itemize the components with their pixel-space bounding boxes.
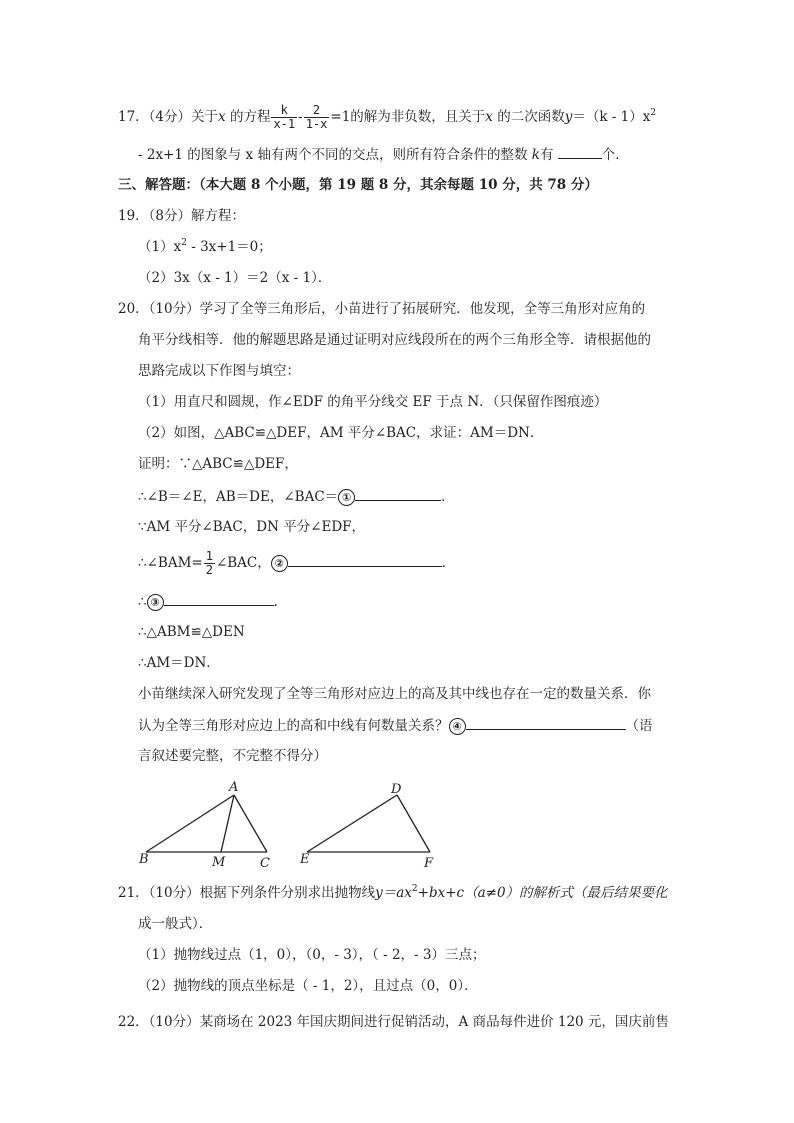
q21-part2: （2）抛物线的顶点坐标是（ - 1，2），且过点（0，0）． <box>138 978 478 994</box>
q19-part2: （2）3x（x - 1）＝2（x - 1）． <box>138 270 332 286</box>
q20-extension-text: 认为全等三角形对应边上的高和中线有何数量关系？ <box>138 718 449 734</box>
q17-answer-blank[interactable] <box>558 144 602 159</box>
q21-text: 21．（10分）根据下列条件分别求出抛物线 <box>118 885 376 901</box>
q20-proof-text: ∴∠B＝∠E，AB＝DE，∠BAC＝ <box>138 489 339 505</box>
q21-formula: y＝ax <box>375 885 412 901</box>
q17-lead: 17．（4分）关于 <box>118 109 219 125</box>
q17-text: 有 <box>539 147 554 163</box>
q19-heading: 19．（8分）解方程： <box>118 208 246 224</box>
fraction-denominator: 1-x <box>305 117 328 131</box>
q20-proof-2 <box>138 486 455 507</box>
blank-3[interactable] <box>164 591 274 606</box>
q17-text: 的二次函数 <box>492 109 565 125</box>
segment-ac <box>234 795 267 852</box>
q19-exponent: 2 <box>181 238 187 248</box>
circled-number-3: ③ <box>147 594 164 611</box>
circled-number-1: ① <box>338 489 355 506</box>
q20-proof-5 <box>138 591 287 612</box>
q20-extension-2 <box>138 715 653 736</box>
triangle-def <box>299 782 434 870</box>
q17-text: 的方程 <box>225 109 271 125</box>
q20-proof-text: ∴ <box>138 594 147 610</box>
q20-proof-4 <box>138 550 455 577</box>
label-a: A <box>229 780 239 795</box>
fraction-numerator: k <box>271 104 297 118</box>
q17-minus: - <box>298 109 303 125</box>
q20-proof-6: ∴△ABM≌△DEN <box>138 624 245 640</box>
q17-var-k: k <box>531 147 540 163</box>
q20-line3: 思路完成以下作图与填空： <box>138 363 300 379</box>
label-d: D <box>391 782 402 797</box>
label-c: C <box>260 856 270 870</box>
q17-fraction-2 <box>304 104 330 131</box>
q20-part2: （2）如图，△ABC≌△DEF，AM 平分∠BAC，求证：AM＝DN． <box>138 425 544 441</box>
fraction-denominator: x-1 <box>273 117 296 131</box>
blank-2[interactable] <box>288 552 442 567</box>
q21-part1: （1）抛物线过点（1，0），（0，- 3），（ - 2，- 3）三点； <box>138 947 486 963</box>
label-m: M <box>212 855 226 870</box>
segment-de <box>307 795 397 852</box>
period: ． <box>441 555 456 571</box>
fraction-numerator: 2 <box>304 104 330 118</box>
blank-4[interactable] <box>466 715 626 730</box>
blank-1[interactable] <box>355 486 441 501</box>
q19-part1-text: （1）x <box>138 239 182 255</box>
fraction-denominator: 2 <box>205 563 213 577</box>
q17-function: ＝（k - 1）x <box>572 109 651 125</box>
label-b: B <box>139 852 149 867</box>
q17-fraction-1 <box>271 104 297 131</box>
q17-text: - 2x+1 的图象与 x 轴有两个不同的交点，则所有符合条件的整数 <box>138 147 528 163</box>
q20-part1: （1）用直尺和圆规，作∠EDF 的角平分线交 EF 于点 N．（只保留作图痕迹） <box>138 394 608 410</box>
q17-var-x: x <box>485 109 493 125</box>
period: ． <box>441 489 455 505</box>
q20-proof-3: ∵AM 平分∠BAC，DN 平分∠EDF， <box>138 519 366 535</box>
triangle-abc <box>138 780 270 870</box>
circled-number-4: ④ <box>449 718 466 735</box>
period: ． <box>273 594 288 610</box>
q17-text: =1的解为非负数，且关于 <box>330 109 486 125</box>
q17-line2 <box>138 144 629 165</box>
q20-proof-text: ∴∠BAM= <box>138 555 203 571</box>
label-e: E <box>300 852 310 867</box>
fraction-numerator: 1 <box>205 549 213 563</box>
q17-text: 个． <box>601 147 629 163</box>
q20-proof-text: ∠BAC， <box>215 555 271 571</box>
section-3-heading: 三、解答题：（本大题 8 个小题，第 19 题 8 分，其余每题 10 分，共 78 分） <box>118 177 598 193</box>
q17-line1 <box>118 104 656 131</box>
segment-am <box>221 795 234 852</box>
label-f: F <box>424 856 434 870</box>
q20-line2: 角平分线相等．他的解题思路是通过证明对应线段所在的两个三角形全等．请根据他的 <box>138 332 651 348</box>
q21-formula: +bx+c（a≠0）的解析式（最后结果要化 <box>417 885 668 901</box>
half-fraction <box>204 550 215 577</box>
q21-line1 <box>118 883 668 903</box>
segment-ab <box>146 795 234 852</box>
q19-part1 <box>138 237 272 257</box>
q19-part1-text: - 3x+1＝0； <box>186 239 272 255</box>
q21-exponent: 2 <box>411 884 418 894</box>
q20-proof-1: 证明：∵△ABC≌△DEF， <box>138 456 298 472</box>
q20-extension-1: 小苗继续深入研究发现了全等三角形对应边上的高及其中线也存在一定的数量关系．你 <box>138 686 651 702</box>
q20-proof-7: ∴AM＝DN． <box>138 655 220 671</box>
circled-number-2: ② <box>271 555 288 572</box>
q17-var-y: y <box>564 109 573 125</box>
segment-df <box>397 795 430 852</box>
q20-extension-3: 言叙述要完整，不完整不得分） <box>138 748 327 764</box>
q17-exponent: 2 <box>650 108 657 118</box>
q20-line1: 20．（10分）学习了全等三角形后，小苗进行了拓展研究．他发现，全等三角形对应角的 <box>118 301 646 317</box>
q20-extension-text: （语 <box>625 718 653 734</box>
triangle-figures <box>0 770 794 870</box>
q22-line1: 22．（10分）某商场在 2023 年国庆期间进行促销活动，A 商品每件进价 120 元，国庆前售 <box>118 1014 669 1030</box>
q21-line2: 成一般式）． <box>138 916 213 932</box>
q17-var-x: x <box>218 109 226 125</box>
